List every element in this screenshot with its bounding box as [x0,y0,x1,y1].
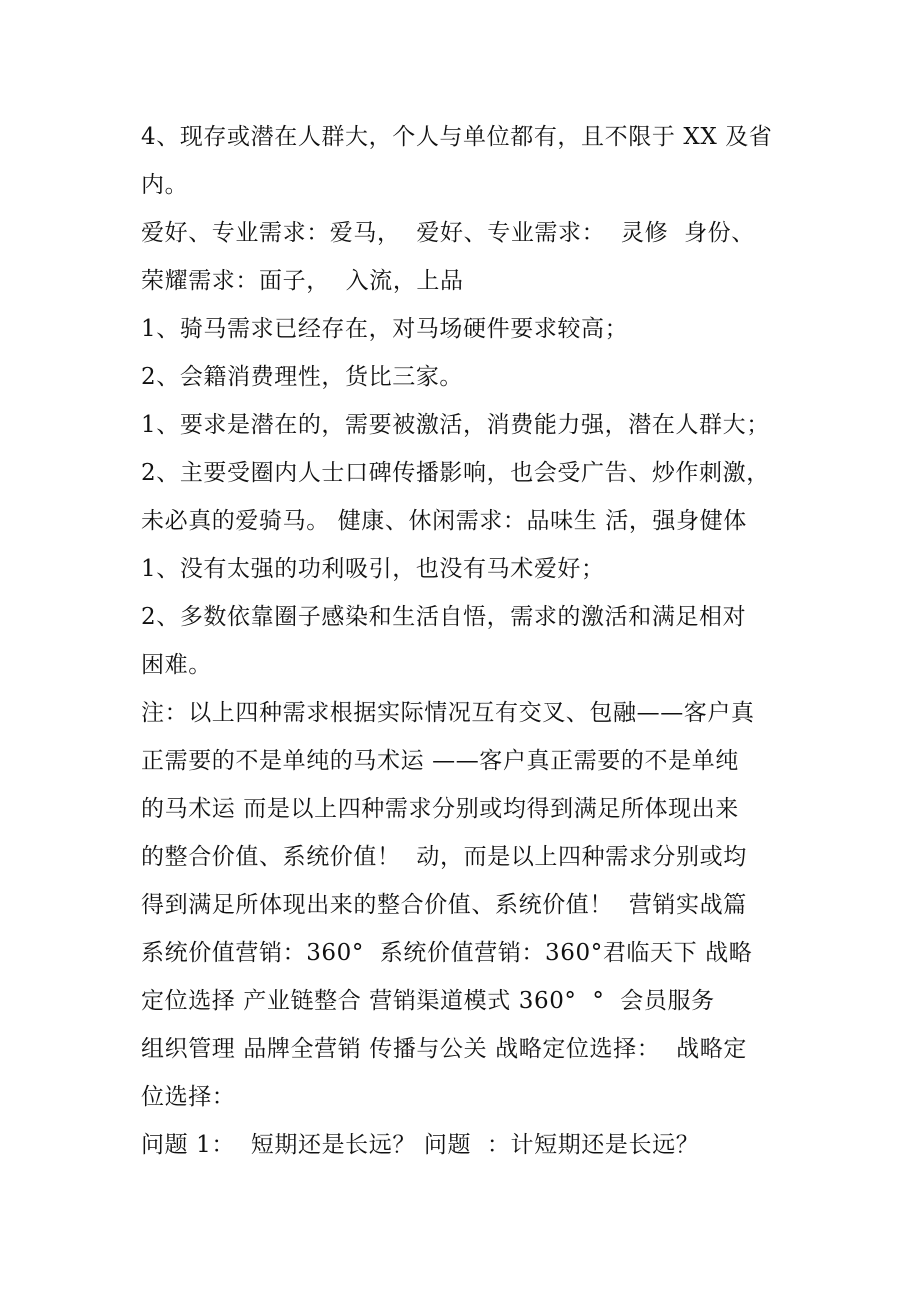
text-line: 的整合价值、系统价值！ 动，而是以上四种需求分别或均 [141,844,747,870]
text-line: 2、会籍消费理性，货比三家。 [141,364,464,390]
text-line: 的马术运 而是以上四种需求分别或均得到满足所体现出来 [141,796,739,822]
text-line: 未必真的爱骑马。 健康、休闲需求：品味生 活，强身健体 [141,508,747,534]
text-line: 1、要求是潜在的，需要被激活，消费能力强，潜在人群大； [141,412,770,438]
text-line: 系统价值营销：360° 系统价值营销：360°君临天下 战略 [141,940,753,966]
text-line: 4、现存或潜在人群大，个人与单位都有，且不限于 XX 及省 [141,124,773,150]
text-line: 问题 1： 短期还是长远？ 问题 ：计短期还是长远？ [141,1132,700,1158]
text-line: 2、多数依靠圈子感染和生活自悟，需求的激活和满足相对 [141,604,747,630]
text-line: 1、骑马需求已经存在，对马场硬件要求较高； [141,316,629,342]
text-line: 1、没有太强的功利吸引，也没有马术爱好； [141,556,605,582]
text-line: 困难。 [141,652,212,678]
text-line: 爱好、专业需求：爱马， 爱好、专业需求： 灵修 身份、 [141,220,755,246]
text-line: 组织管理 品牌全营销 传播与公关 战略定位选择： 战略定 [141,1036,747,1062]
text-line: 2、主要受圈内人士口碑传播影响，也会受广告、炒作刺激， [141,460,770,486]
text-line: 定位选择 产业链整合 营销渠道模式 360° ° 会员服务 [141,988,715,1014]
text-line: 内。 [141,172,189,198]
text-line: 得到满足所体现出来的整合价值、系统价值！ 营销实战篇 [141,892,747,918]
text-line: 注：以上四种需求根据实际情况互有交叉、包融——客户真 [141,700,755,726]
document-body [141,113,801,1169]
text-line: 正需要的不是单纯的马术运 ——客户真正需要的不是单纯 [141,748,739,774]
text-line: 荣耀需求：面子， 入流，上品 [141,268,464,294]
text-line: 位选择： [141,1084,236,1110]
